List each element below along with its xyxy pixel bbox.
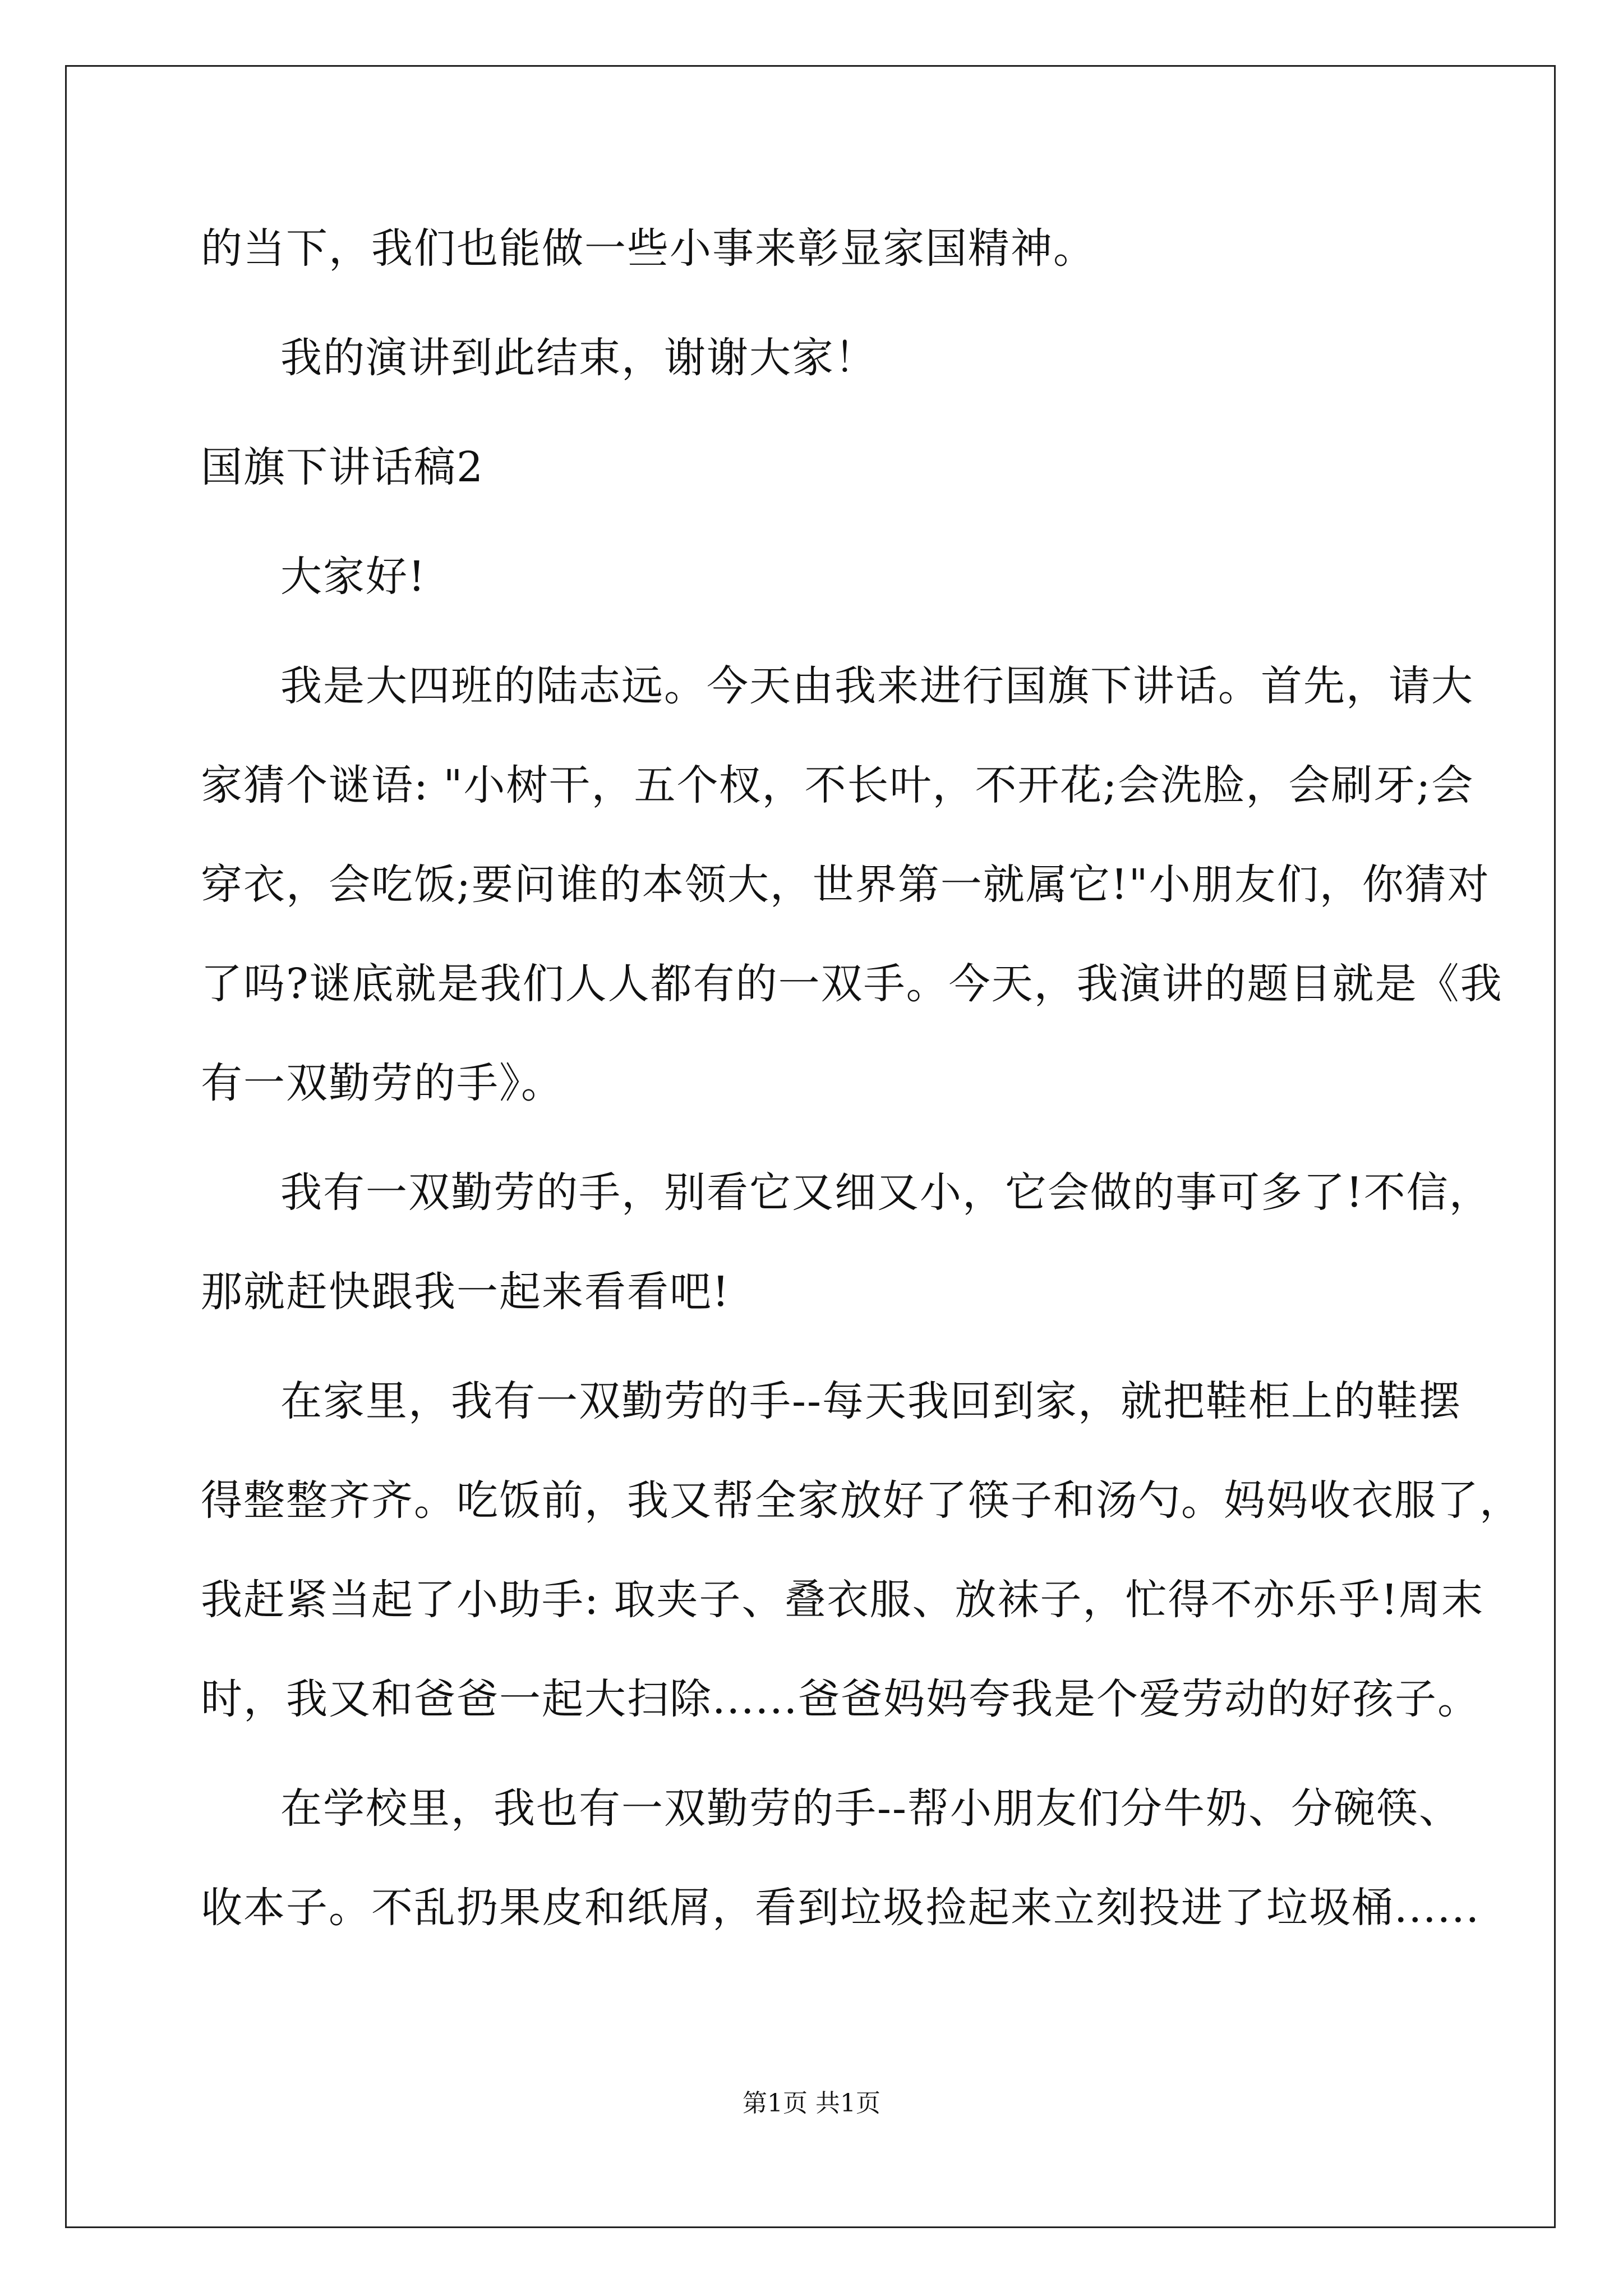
text-line: 大家好!	[280, 553, 426, 601]
text-line: 了吗?谜底就是我们人人都有的一双手。今天，我演讲的题目就是《我	[201, 960, 1503, 1008]
section-heading: 国旗下讲话稿2	[201, 443, 485, 491]
text-line: 那就赶快跟我一起来看看吧!	[201, 1268, 730, 1316]
text-line: 在家里，我有一双勤劳的手--每天我回到家，就把鞋柜上的鞋摆	[280, 1377, 1462, 1425]
text-line: 得整整齐齐。吃饭前，我又帮全家放好了筷子和汤勺。妈妈收衣服了，	[201, 1476, 1522, 1525]
text-line: 收本子。不乱扔果皮和纸屑，看到垃圾捡起来立刻投进了垃圾桶......	[201, 1884, 1481, 1932]
text-line: 的当下，我们也能做一些小事来彰显家国精神。	[201, 224, 1096, 273]
text-line: 有一双勤劳的手》。	[201, 1059, 564, 1107]
text-line: 时，我又和爸爸一起大扫除......爸爸妈妈夸我是个爱劳动的好孩子。	[201, 1675, 1481, 1723]
text-line: 我的演讲到此结束，谢谢大家！	[280, 334, 877, 382]
text-line: 我赶紧当起了小助手: 取夹子、叠衣服、放袜子，忙得不亦乐乎!周末	[201, 1576, 1484, 1624]
text-line: 我是大四班的陆志远。今天由我来进行国旗下讲话。首先，请大	[280, 662, 1474, 710]
text-line: 穿衣，会吃饭;要问谁的本领大，世界第一就属它!"小朋友们，你猜对	[201, 861, 1490, 909]
text-line: 家猜个谜语: "小树干，五个杈，不长叶，不开花;会洗脸，会刷牙;会	[201, 761, 1474, 809]
text-line: 我有一双勤劳的手，别看它又细又小，它会做的事可多了!不信，	[280, 1168, 1492, 1217]
page-footer: 第1页 共1页	[743, 2089, 880, 2118]
text-line: 在学校里，我也有一双勤劳的手--帮小朋友们分牛奶、分碗筷、	[280, 1784, 1462, 1833]
